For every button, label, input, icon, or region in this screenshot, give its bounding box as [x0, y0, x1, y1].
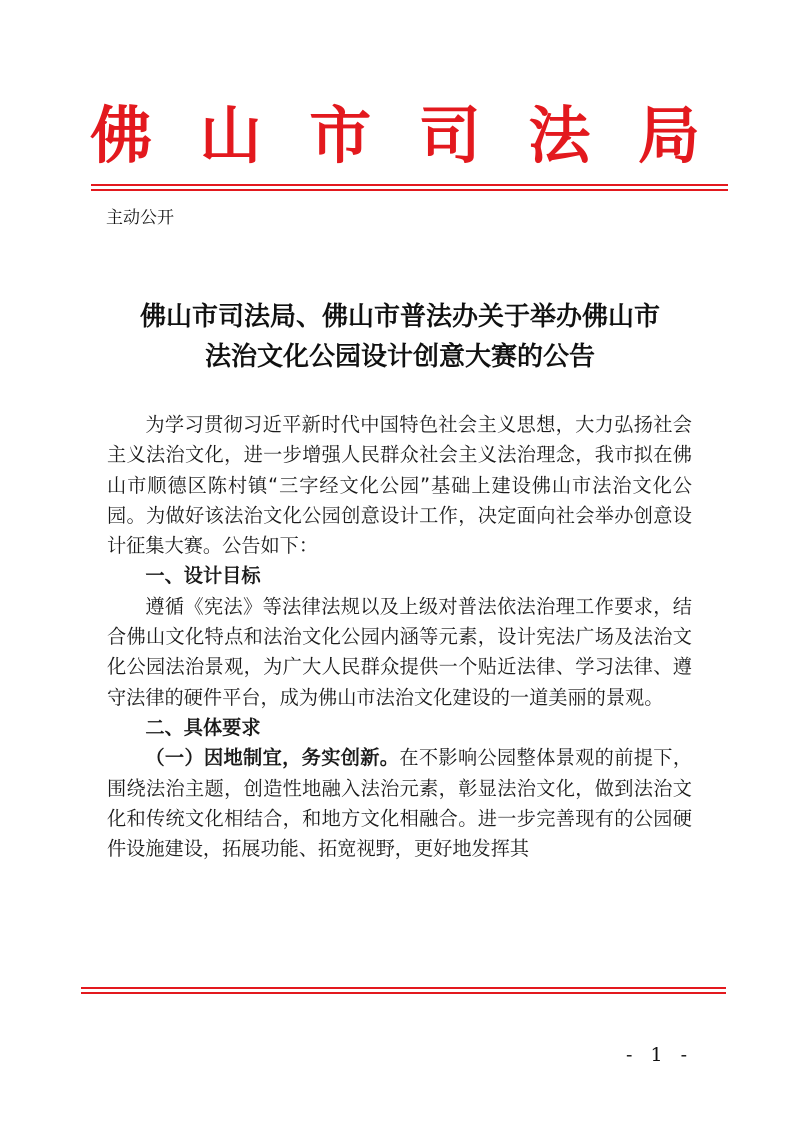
section-2-heading: 二、具体要求: [145, 715, 261, 739]
masthead-佛山市司法局: [90, 96, 700, 176]
section-2-item-1: [107, 743, 692, 864]
section-1-heading: 一、设计目标: [145, 564, 261, 588]
masthead-char: 佛: [90, 99, 153, 172]
document-title: [80, 297, 720, 377]
title-line-1: 佛山市司法局、佛山市普法办关于举办佛山市: [139, 302, 660, 332]
masthead-char: 山: [199, 99, 262, 172]
title-line-2: 法治文化公园设计创意大赛的公告: [204, 342, 595, 372]
masthead-char: 法: [528, 99, 591, 172]
red-double-rule-top: [91, 184, 728, 191]
section-2-item-1-lead: （一）因地制宜，务实创新。: [145, 746, 400, 770]
disclosure-label: 主动公开: [106, 208, 174, 228]
section-2-item-1-text: 在不影响公园整体景观的前提下，围绕法治主题，创造性地融入法治元素，彰显法治文化，做到法治文化和传统文化相结合，和地方文化相融合。进一步完善现有的公园硬件设施建设，拓展功能、拓宽视野，更好地发挥其: [107, 746, 693, 861]
masthead-char: 局: [637, 99, 700, 172]
red-double-rule-bottom: [81, 987, 726, 994]
document-body: [107, 410, 692, 864]
section-1-paragraph: 遵循《宪法》等法律法规以及上级对普法依法治理工作要求，结合佛山文化特点和法治文化公园内涵等元素，设计宪法广场及法治文化公园法治景观，为广大人民群众提供一个贴近法律、学习法律、遵守法律的硬件平台，成为佛山市法治文化建设的一道美丽的景观。: [107, 594, 692, 709]
masthead-char: 市: [309, 99, 372, 172]
intro-paragraph: 为学习贯彻习近平新时代中国特色社会主义思想，大力弘扬社会主义法治文化，进一步增强人民群众社会主义法治理念，我市拟在佛山市顺德区陈村镇“三字经文化公园”基础上建设佛山市法治文化公园。为做好该法治文化公园创意设计工作，决定面向社会举办创意设计征集大赛。公告如下：: [107, 413, 692, 558]
masthead-char: 司: [418, 99, 481, 172]
page-number: - 1 -: [625, 1044, 693, 1066]
